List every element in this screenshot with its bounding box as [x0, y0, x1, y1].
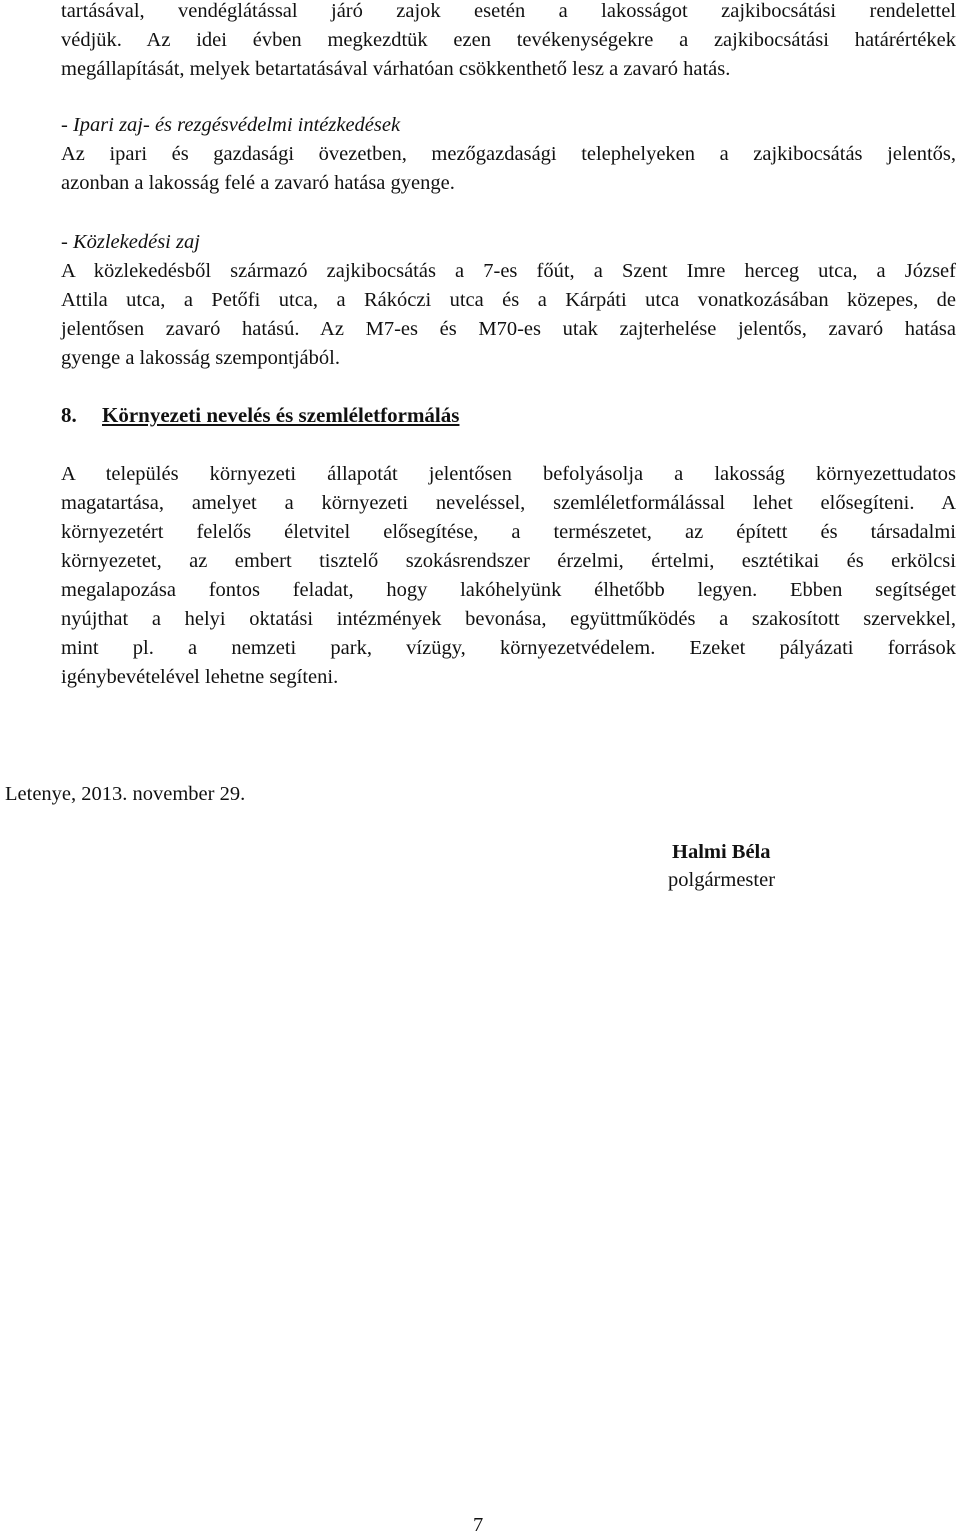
section-8-line-8: igénybevételével lehetne segíteni. — [61, 666, 339, 688]
industrial-line-2: azonban a lakosság felé a zavaró hatása gyenge. — [61, 172, 455, 194]
section-8-line-5: megalapozása fontos feladat, hogy lakóhelyünk élhetőbb legyen. Ebben segítséget — [61, 579, 956, 601]
section-8-line-6: nyújthat a helyi oktatási intézmények bevonása, együttműködés a szakosított szervekkel, — [61, 608, 956, 630]
industrial-line-1: Az ipari és gazdasági övezetben, mezőgazdasági telephelyeken a zajkibocsátás jelentős, — [61, 143, 956, 165]
signer-name: Halmi Béla — [672, 841, 771, 863]
section-8-line-2: magatartása, amelyet a környezeti neveléssel, szemléletformálással lehet elősegíteni. A — [61, 492, 956, 514]
section-8-line-1: A település környezeti állapotát jelentősen befolyásolja a lakosság környezettudatos — [61, 463, 956, 485]
signer-title: polgármester — [668, 869, 776, 891]
traffic-noise-section — [61, 228, 956, 373]
industrial-noise-section — [61, 111, 956, 198]
section-8-heading — [61, 400, 459, 430]
industrial-noise-heading: - Ipari zaj- és rezgésvédelmi intézkedések — [61, 114, 401, 136]
place-and-date: Letenye, 2013. november 29. — [5, 783, 246, 805]
intro-line-2: védjük. Az idei évben megkezdtük ezen tevékenységekre a zajkibocsátási határértékek — [61, 29, 956, 51]
traffic-line-4: gyenge a lakosság szempontjából. — [61, 347, 340, 369]
section-8-number: 8. — [61, 403, 77, 427]
intro-line-3: megállapítását, melyek betartatásával várhatóan csökkenthető lesz a zavaró hatás. — [61, 58, 731, 80]
section-8-title: Környezeti nevelés és szemléletformálás — [102, 403, 460, 427]
section-8-line-4: környezetet, az embert tisztelő szokásrendszer érzelmi, értelmi, esztétikai és erkölcsi — [61, 550, 956, 572]
traffic-line-2: Attila utca, a Petőfi utca, a Rákóczi utca és a Kárpáti utca vonatkozásában közepes, de — [61, 289, 956, 311]
intro-line-1: tartásával, vendéglátással járó zajok esetén a lakosságot zajkibocsátási rendelettel — [61, 0, 956, 22]
section-8-paragraph — [61, 460, 956, 692]
section-8-line-7: mint pl. a nemzeti park, vízügy, környezetvédelem. Ezeket pályázati források — [61, 637, 956, 659]
traffic-line-3: jelentősen zavaró hatású. Az M7-es és M70-es utak zajterhelése jelentős, zavaró hatása — [61, 318, 956, 340]
traffic-noise-heading: - Közlekedési zaj — [61, 231, 200, 253]
traffic-line-1: A közlekedésből származó zajkibocsátás a 7-es főút, a Szent Imre herceg utca, a József — [61, 260, 956, 282]
section-8-line-3: környezetért felelős életvitel elősegítése, a természetet, az épített és társadalmi — [61, 521, 956, 543]
intro-paragraph — [61, 0, 956, 84]
page-number: 7 — [473, 1514, 484, 1536]
